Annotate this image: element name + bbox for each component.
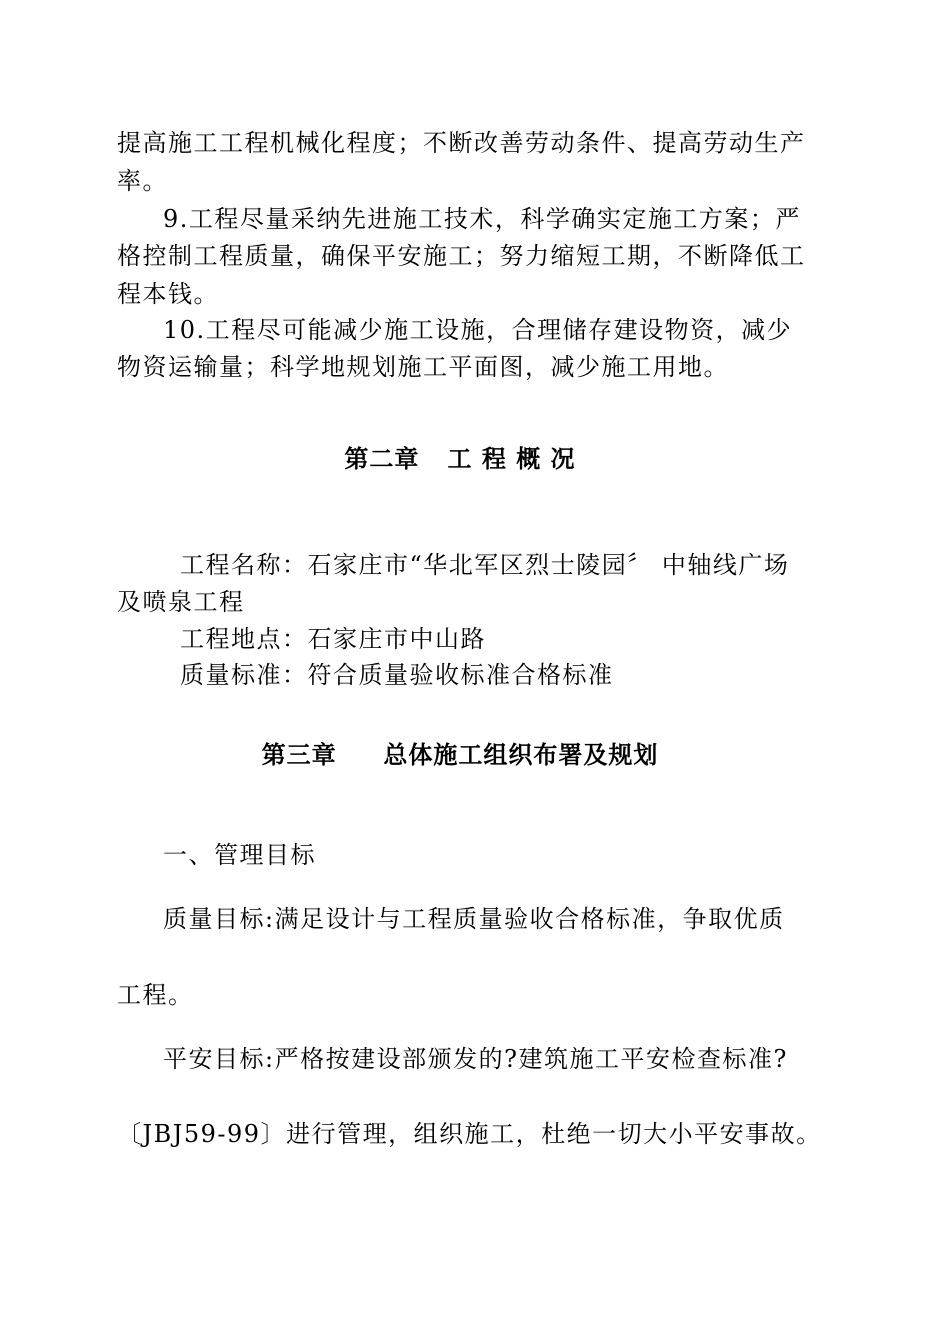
quality-goal: 工程。 [117, 981, 194, 1009]
chapter-2-title: 第二章 工 程 概 况 [344, 444, 576, 473]
project-name-line: 工程名称：石家庄市“华北军区烈士陵园〞 中轴线广场 [180, 551, 790, 579]
safety-goal: 〔JBJ59-99〕进行管理，组织施工，杜绝一切大小平安事故。 [117, 1120, 822, 1148]
chapter-3-title: 第三章 总体施工组织布署及规划 [261, 740, 659, 769]
paragraph-line: 程本钱。 [117, 280, 219, 308]
paragraph-line: 格控制工程质量，确保平安施工；努力缩短工期，不断降低工 [117, 242, 806, 270]
quality-standard: 质量标准：符合质量验收标准合格标准 [180, 661, 614, 689]
paragraph-line: 物资运输量；科学地规划施工平面图，减少施工用地。 [117, 353, 729, 381]
quality-goal: 质量目标:满足设计与工程质量验收合格标准，争取优质 [163, 905, 785, 933]
list-item-9: 9.工程尽量采纳先进施工技术，科学确实定施工方案；严 [163, 205, 801, 233]
paragraph-line: 提高施工工程机械化程度；不断改善劳动条件、提高劳动生产 [117, 129, 806, 157]
project-name-line: 及喷泉工程 [117, 588, 245, 616]
section-heading: 一、管理目标 [163, 841, 316, 869]
list-item-10: 10.工程尽可能减少施工设施，合理储存建设物资，减少 [163, 316, 793, 344]
paragraph-line: 率。 [117, 167, 168, 195]
safety-goal: 平安目标:严格按建设部颁发的?建筑施工平安检查标准? [163, 1045, 788, 1073]
project-location: 工程地点：石家庄市中山路 [180, 625, 486, 653]
